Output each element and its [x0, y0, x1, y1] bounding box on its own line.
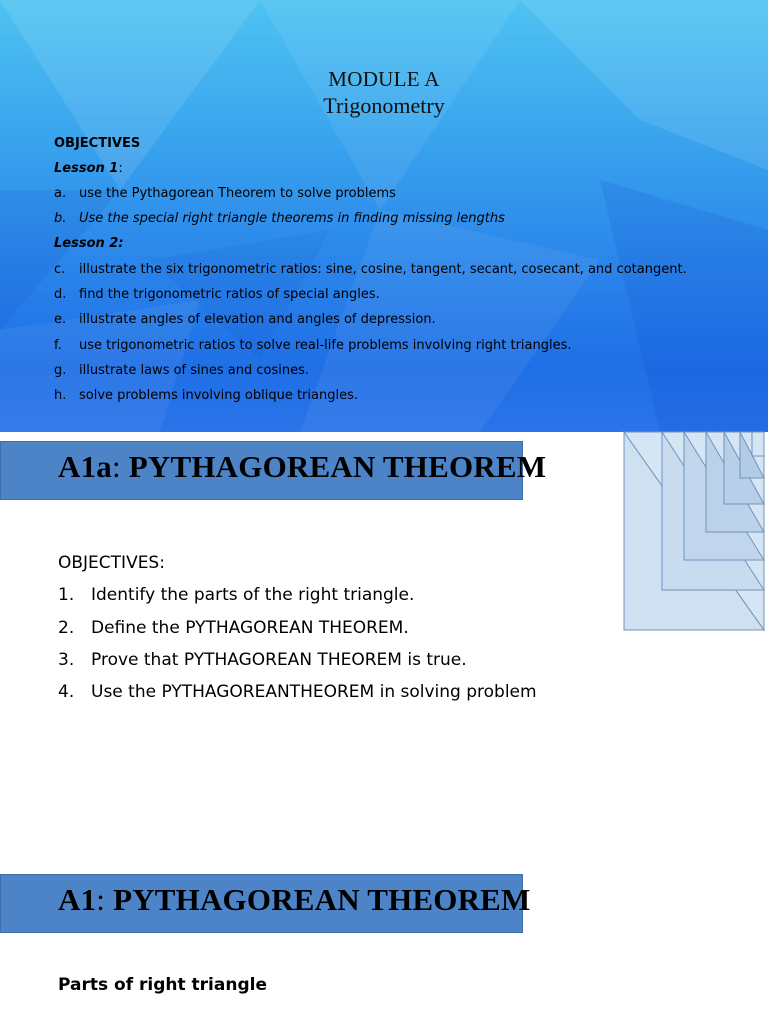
- objectives-heading: OBJECTIVES: [54, 136, 141, 151]
- module-subtitle: Trigonometry: [323, 93, 445, 118]
- objective-item-b: [54, 211, 505, 226]
- objective-item-a: [54, 186, 396, 201]
- objective-item-f: [54, 338, 572, 353]
- section-a1-code: A1: [58, 882, 97, 917]
- objective-number: 2.: [58, 618, 75, 638]
- objective-letter: b.: [54, 211, 67, 226]
- section-a1a-title: [58, 449, 546, 485]
- objective-letter: d.: [54, 287, 67, 302]
- objective-item-c: [54, 262, 687, 277]
- objective-letter: g.: [54, 363, 67, 378]
- objective-text: use trigonometric ratios to solve real-life problems involving right triangles.: [79, 338, 572, 353]
- section-a1a-title-text: PYTHAGOREAN THEOREM: [128, 449, 547, 484]
- objective-letter: a.: [54, 186, 67, 201]
- objective-text: Use the PYTHAGOREANTHEOREM in solving problem: [91, 682, 537, 702]
- objective-text: Prove that PYTHAGOREAN THEOREM is true.: [91, 650, 467, 670]
- a1a-objective-2: [58, 618, 409, 638]
- module-banner: [0, 0, 768, 432]
- objective-text: find the trigonometric ratios of special angles.: [79, 287, 380, 302]
- a1a-objective-3: [58, 650, 467, 670]
- objective-letter: f.: [54, 338, 62, 353]
- objective-number: 1.: [58, 585, 75, 605]
- section-a1-title: [58, 882, 531, 918]
- objective-number: 3.: [58, 650, 75, 670]
- lesson1-colon: :: [118, 161, 123, 176]
- a1a-objectives-heading: OBJECTIVES:: [58, 553, 165, 573]
- section-a1a-sep: :: [112, 449, 129, 484]
- objective-letter: h.: [54, 388, 67, 403]
- objective-text: illustrate angles of elevation and angles of depression.: [79, 312, 436, 327]
- a1a-objective-4: [58, 682, 537, 702]
- objective-letter: e.: [54, 312, 67, 327]
- objective-text: use the Pythagorean Theorem to solve problems: [79, 186, 396, 201]
- objective-item-h: [54, 388, 358, 403]
- objective-text: illustrate laws of sines and cosines.: [79, 363, 310, 378]
- nested-triangles-decoration: [620, 428, 768, 633]
- a1a-objective-1: [58, 585, 414, 605]
- objective-text: Define the PYTHAGOREAN THEOREM.: [91, 618, 409, 638]
- objective-text: Identify the parts of the right triangle.: [91, 585, 415, 605]
- section-a1-sep: :: [96, 882, 114, 917]
- objective-text: Use the special right triangle theorems in finding missing lengths: [79, 211, 505, 226]
- lesson1-label-text: Lesson 1: [54, 161, 119, 176]
- parts-of-right-triangle-heading: Parts of right triangle: [58, 975, 267, 995]
- objective-item-g: [54, 363, 309, 378]
- lesson1-label: [54, 161, 123, 176]
- objective-text: illustrate the six trigonometric ratios: sine, cosine, tangent, secant, cosecant, and cotangent.: [79, 262, 687, 277]
- objective-number: 4.: [58, 682, 75, 702]
- lesson2-label: Lesson 2:: [54, 236, 124, 251]
- section-a1a-code: A1a: [58, 449, 112, 484]
- objective-text: solve problems involving oblique triangles.: [79, 388, 358, 403]
- objective-item-d: [54, 287, 380, 302]
- section-a1-title-text: PYTHAGOREAN THEOREM: [113, 882, 531, 917]
- objective-item-e: [54, 312, 436, 327]
- objective-letter: c.: [54, 262, 66, 277]
- module-title: MODULE A: [328, 67, 440, 91]
